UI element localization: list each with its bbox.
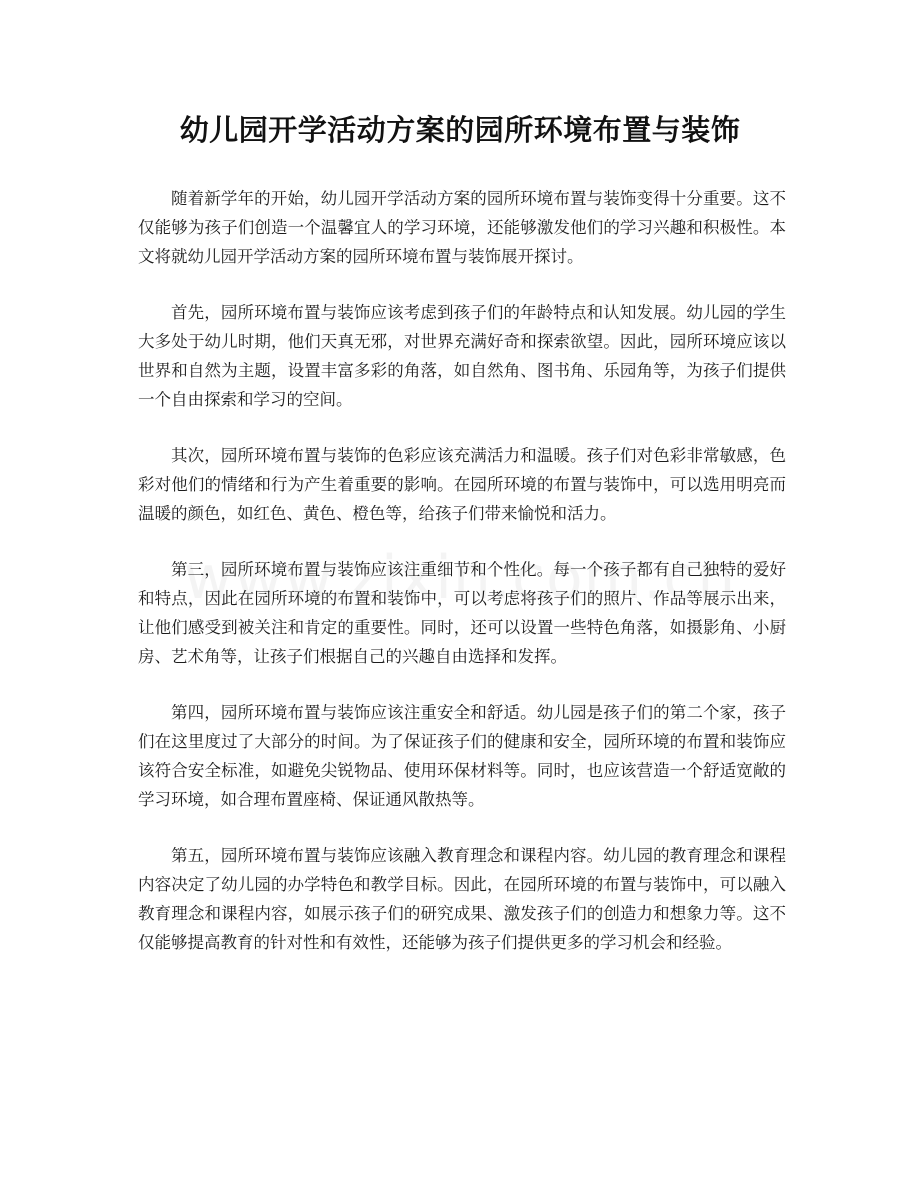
paragraph-fifth: 第五，园所环境布置与装饰应该融入教育理念和课程内容。幼儿园的教育理念和课程内容决定了幼儿园的办学特色和教学目标。因此，在园所环境的布置与装饰中，可以融入教育理念和课程内容，如展示孩子们的研究成果、激发孩子们的创造力和想象力等。这不仅能够提高教育的针对性和有效性，还能够为孩子们提供更多的学习机会和经验。	[138, 846, 786, 952]
paragraph-first: 首先，园所环境布置与装饰应该考虑到孩子们的年龄特点和认知发展。幼儿园的学生大多处于幼儿时期，他们天真无邪，对世界充满好奇和探索欲望。因此，园所环境应该以世界和自然为主题，设置丰富多彩的角落，如自然角、图书角、乐园角等，为孩子们提供一个自由探索和学习的空间。	[138, 303, 786, 409]
paragraph-fourth: 第四，园所环境布置与装饰应该注重安全和舒适。幼儿园是孩子们的第二个家，孩子们在这里度过了大部分的时间。为了保证孩子们的健康和安全，园所环境的布置和装饰应该符合安全标准，如避免尖锐物品、使用环保材料等。同时，也应该营造一个舒适宽敞的学习环境，如合理布置座椅、保证通风散热等。	[138, 703, 786, 809]
paragraph-third: 第三，园所环境布置与装饰应该注重细节和个性化。每一个孩子都有自己独特的爱好和特点，因此在园所环境的布置和装饰中，可以考虑将孩子们的照片、作品等展示出来，让他们感受到被关注和肯定的重要性。同时，还可以设置一些特色角落，如摄影角、小厨房、艺术角等，让孩子们根据自己的兴趣自由选择和发挥。	[138, 560, 786, 666]
document-body	[138, 184, 786, 984]
paragraph-intro: 随着新学年的开始，幼儿园开学活动方案的园所环境布置与装饰变得十分重要。这不仅能够为孩子们创造一个温馨宜人的学习环境，还能够激发他们的学习兴趣和积极性。本文将就幼儿园开学活动方案的园所环境布置与装饰展开探讨。	[138, 189, 786, 266]
paragraph-second: 其次，园所环境布置与装饰的色彩应该充满活力和温暖。孩子们对色彩非常敏感，色彩对他们的情绪和行为产生着重要的影响。在园所环境的布置与装饰中，可以选用明亮而温暖的颜色，如红色、黄色、橙色等，给孩子们带来愉悦和活力。	[138, 446, 786, 523]
page-title: 幼儿园开学活动方案的园所环境布置与装饰	[179, 113, 741, 147]
